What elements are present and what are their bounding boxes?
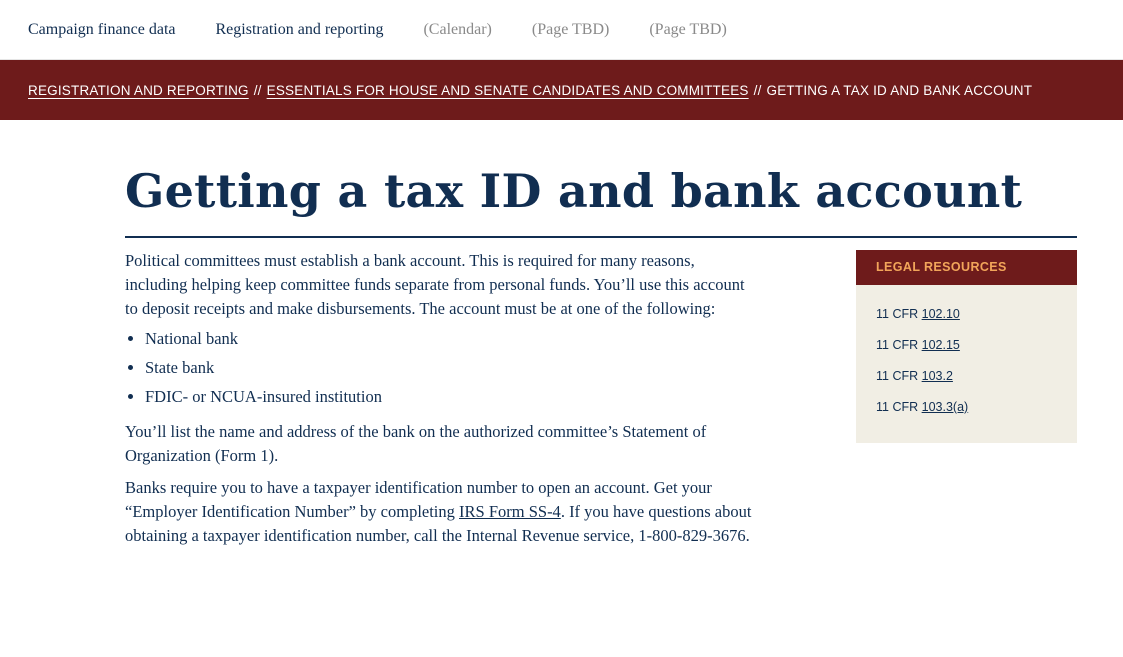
- legal-resource-item: [876, 305, 1057, 324]
- tax-id-text-start: Banks require you to have a taxpayer identification number to open an account. Get your “Employer Identification Number” by completing: [125, 477, 712, 521]
- tax-id-paragraph: [125, 476, 755, 548]
- cfr-link[interactable]: 103.3(a): [921, 399, 969, 414]
- list-item: • National bank: [145, 327, 755, 351]
- irs-form-link[interactable]: IRS Form SS-4: [459, 501, 561, 521]
- tax-id-text-end: . If you have questions about obtaining a taxpayer identification number, call the Internal Revenue service, 1-800-829-3676.: [125, 501, 752, 545]
- intro-paragraph: Political committees must establish a bank account. This is required for many reasons, including helping keep committee funds separate from personal funds. You’ll use this account to deposit receipts and make disbursements. The account must be at one of the following:: [125, 250, 745, 318]
- breadcrumb-registration-and-reporting[interactable]: REGISTRATION AND REPORTING: [28, 82, 249, 98]
- statement-paragraph: You’ll list the name and address of the bank on the authorized committee’s Statement of Organization (Form 1).: [125, 421, 707, 465]
- cfr-prefix: 11 CFR: [876, 368, 919, 383]
- nav-page-tbd-1[interactable]: (Page TBD): [531, 20, 610, 38]
- breadcrumb-current: GETTING A TAX ID AND BANK ACCOUNT: [766, 82, 1033, 98]
- legal-resources-sidebar: [856, 250, 1077, 556]
- breadcrumb-separator: //: [753, 82, 762, 98]
- nav-calendar[interactable]: (Calendar): [423, 20, 492, 38]
- page-title: Getting a tax ID and bank account: [125, 164, 1023, 218]
- top-navigation: [0, 0, 1123, 60]
- list-item: • State bank: [145, 356, 755, 380]
- breadcrumb-separator: //: [253, 82, 262, 98]
- cfr-prefix: 11 CFR: [876, 337, 919, 352]
- content-columns: [125, 249, 1077, 556]
- legal-resource-item: [876, 336, 1057, 355]
- breadcrumb-bar: [0, 60, 1123, 120]
- cfr-prefix: 11 CFR: [876, 399, 919, 414]
- cfr-link[interactable]: 102.15: [921, 337, 960, 352]
- cfr-prefix: 11 CFR: [876, 306, 919, 321]
- cfr-link[interactable]: 103.2: [921, 368, 953, 383]
- nav-page-tbd-2[interactable]: (Page TBD): [649, 20, 727, 38]
- list-item: • FDIC- or NCUA-insured institution: [145, 385, 755, 409]
- breadcrumb-essentials[interactable]: ESSENTIALS FOR HOUSE AND SENATE CANDIDATES AND COMMITTEES: [266, 82, 749, 98]
- bank-type-list: [145, 327, 755, 409]
- main-content: [0, 120, 1123, 556]
- article-body: [125, 249, 755, 556]
- title-divider: [125, 236, 1077, 238]
- nav-campaign-finance-data[interactable]: Campaign finance data: [28, 20, 176, 38]
- legal-resources-list: [856, 285, 1077, 443]
- legal-resource-item: [876, 398, 1057, 417]
- breadcrumb: [28, 83, 1032, 98]
- legal-resources-heading: LEGAL RESOURCES: [856, 250, 1077, 285]
- legal-resource-item: [876, 367, 1057, 386]
- cfr-link[interactable]: 102.10: [921, 306, 960, 321]
- nav-registration-and-reporting[interactable]: Registration and reporting: [215, 20, 384, 38]
